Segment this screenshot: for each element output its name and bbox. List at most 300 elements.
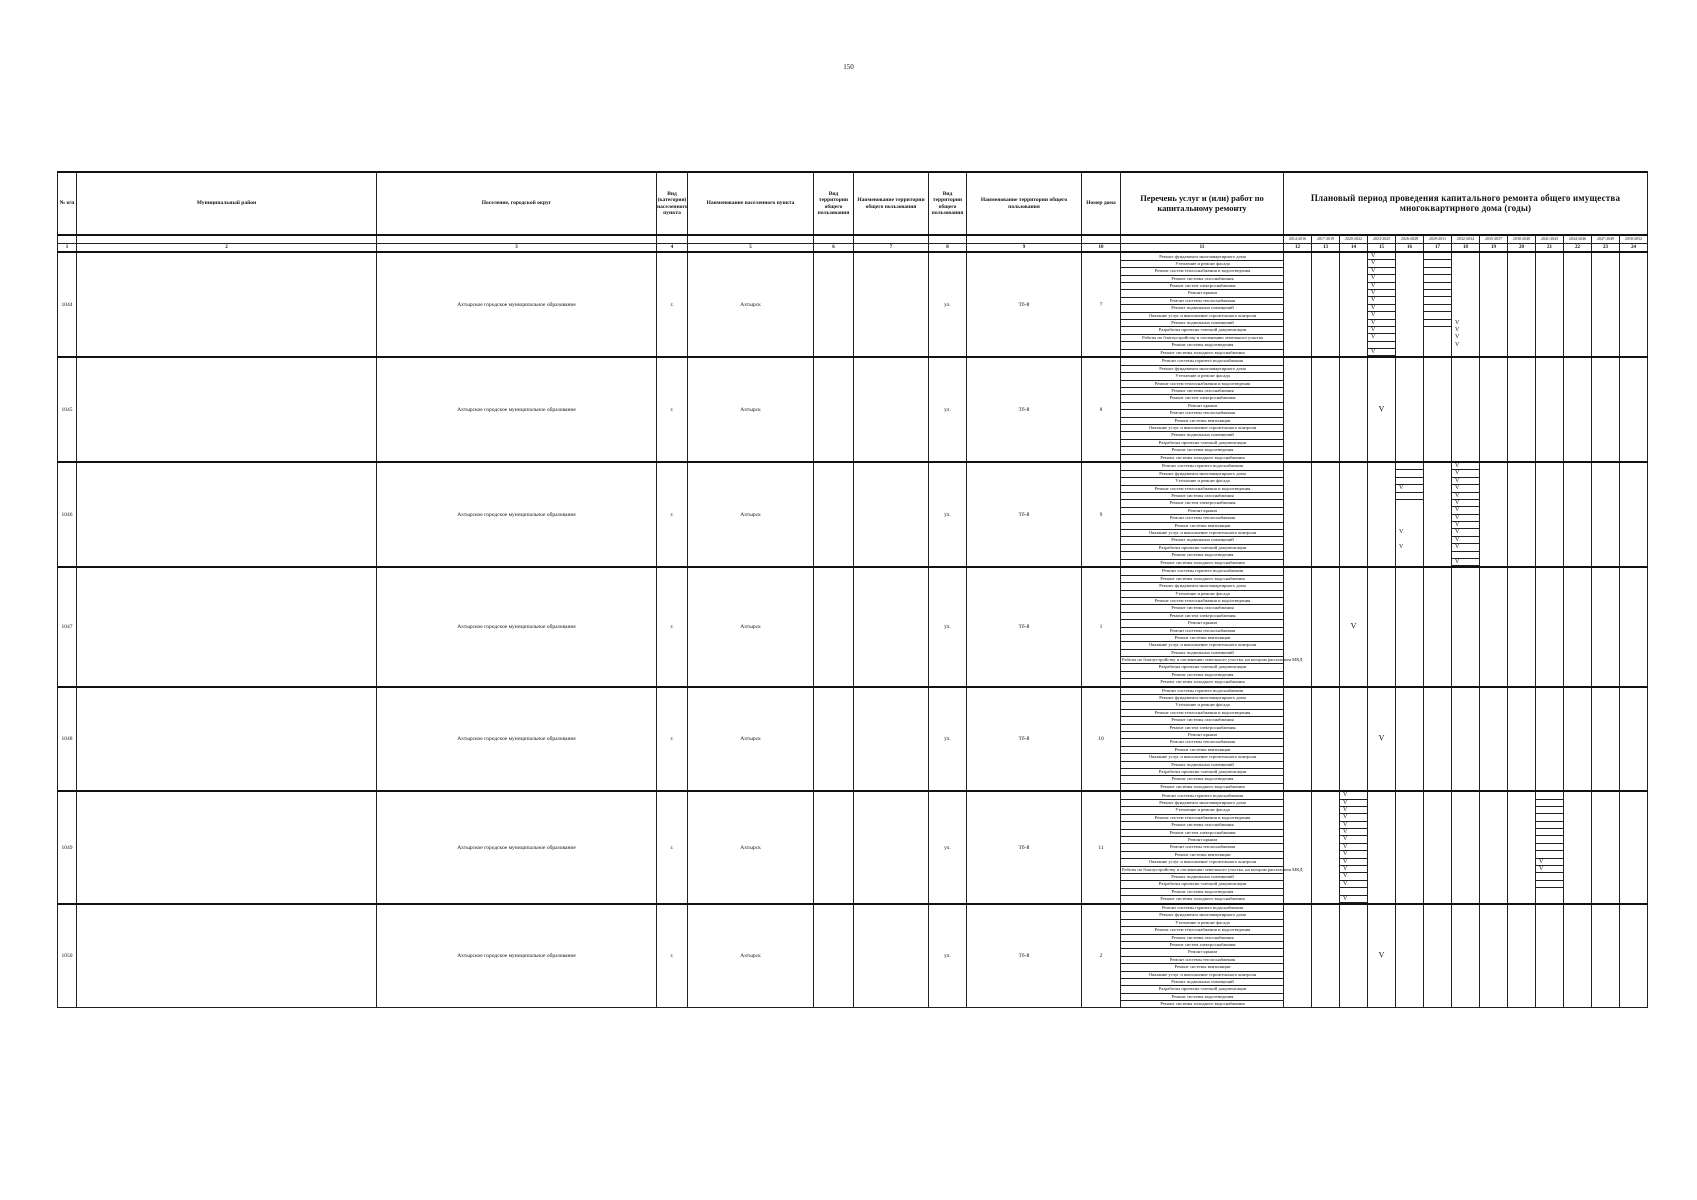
work-item: Ремонт систем теплоснабжения и водоотведения: [1121, 598, 1283, 605]
column-number: 22: [1564, 244, 1592, 253]
cell-kind: [814, 687, 854, 791]
cell-terr: [854, 791, 929, 904]
year-cell-col-19: [1480, 567, 1508, 686]
work-item: Ремонт подвальных помещений: [1121, 762, 1283, 769]
cell-type: г.: [657, 687, 688, 791]
mark-slot: [1396, 537, 1423, 544]
work-item: Ремонт системы вентиляции: [1121, 747, 1283, 754]
work-item: Утепление и ремонт фасада: [1121, 478, 1283, 485]
year-cell-col-17: [1424, 567, 1452, 686]
year-cell-col-18: [1452, 687, 1480, 791]
cell-locality: Ахтырск: [688, 567, 814, 686]
year-cell-col-19: [1480, 904, 1508, 1008]
cell-num: 1047: [58, 567, 77, 686]
year-cell-col-24: [1620, 357, 1648, 461]
check-mark: V: [1399, 544, 1404, 551]
table-row: [58, 462, 1648, 567]
cell-street-type: ул.: [929, 357, 967, 461]
column-number: 4: [657, 244, 688, 253]
year-cell: 2047-2049: [1592, 235, 1620, 244]
cell-settlement: Ахтырское городское муниципальное образование: [377, 252, 657, 357]
work-item: Ремонт системы газоснабжения: [1121, 276, 1283, 283]
cell-street-type: ул.: [929, 462, 967, 567]
work-item: Ремонт крыши: [1121, 837, 1283, 844]
column-number: 8: [929, 244, 967, 253]
work-item: Утепление и ремонт фасада: [1121, 591, 1283, 598]
check-mark: V: [1340, 851, 1367, 858]
year-cell-col-22: [1564, 687, 1592, 791]
check-mark: V: [1350, 621, 1357, 631]
work-item: Ремонт системы горячего водоснабжения: [1121, 568, 1283, 575]
work-item: Утепление и ремонт фасада: [1121, 261, 1283, 268]
work-item: Ремонт фундамента многоквартирного дома: [1121, 471, 1283, 478]
work-item: Утепление и ремонт фасада: [1121, 920, 1283, 927]
cell-district: [77, 357, 377, 461]
cell-terr: [854, 687, 929, 791]
cell-house: 7: [1082, 252, 1121, 357]
cell-num: 1046: [58, 462, 77, 567]
work-item: Ремонт фундамента многоквартирного дома: [1121, 366, 1283, 373]
year-cell-col-17: [1424, 687, 1452, 791]
year-cell-col-19: [1480, 687, 1508, 791]
mark-slot: [1452, 260, 1479, 267]
header-territory-name: Наименование территории общего пользования: [854, 172, 929, 235]
work-item: Ремонт подвальных помещений: [1121, 320, 1283, 327]
year-cell-col-17: [1424, 791, 1452, 904]
year-cell-col-20: [1508, 462, 1536, 567]
check-mark: V: [1368, 290, 1395, 297]
work-item: Ремонт крыши: [1121, 732, 1283, 739]
year-cell-col-15: [1368, 904, 1396, 1008]
year-cell: 2032-2034: [1452, 235, 1480, 244]
column-number: 9: [967, 244, 1082, 253]
cell-house: 10: [1082, 687, 1121, 791]
column-number: 13: [1312, 244, 1340, 253]
work-item: Ремонт системы газоснабжения: [1121, 493, 1283, 500]
work-item: Утепление и ремонт фасада: [1121, 702, 1283, 709]
header-num: № п/п: [58, 172, 77, 235]
check-mark: V: [1340, 792, 1367, 799]
year-cell-col-24: [1620, 791, 1648, 904]
table-row: [58, 357, 1648, 461]
year-cell-col-24: [1620, 687, 1648, 791]
year-cell-col-15: [1368, 357, 1396, 461]
header-plan-period: Плановый период проведения капитального ремонта общего имущества многоквартирного дома (годы): [1284, 172, 1648, 235]
year-cell-col-23: [1592, 687, 1620, 791]
cell-settlement: Ахтырское городское муниципальное образование: [377, 791, 657, 904]
check-mark: V: [1368, 327, 1395, 334]
check-mark: V: [1452, 537, 1479, 544]
year-cell-col-12: [1284, 791, 1312, 904]
cell-works: [1121, 462, 1284, 567]
column-number: 20: [1508, 244, 1536, 253]
page-number: 150: [843, 63, 854, 71]
mark-slot: [1396, 493, 1423, 500]
year-cell-col-22: [1564, 252, 1592, 357]
work-item: Оказание услуг и выполнение строительного контроля: [1121, 313, 1283, 320]
cell-terr: [854, 567, 929, 686]
check-mark: V: [1452, 500, 1479, 507]
mark-slot: [1452, 268, 1479, 275]
year-cell-col-14: [1340, 904, 1368, 1008]
mark-slot: [1452, 253, 1479, 260]
year-cell-col-12: [1284, 687, 1312, 791]
year-cell-col-20: [1508, 687, 1536, 791]
capital-repair-table: [57, 171, 1648, 1008]
column-number: 1: [58, 244, 77, 253]
check-mark: V: [1455, 334, 1460, 341]
year-cell: 2014-2016: [1284, 235, 1312, 244]
work-item: Ремонт системы теплоснабжения: [1121, 298, 1283, 305]
cell-type: г.: [657, 791, 688, 904]
year-cell-col-23: [1592, 791, 1620, 904]
check-mark: V: [1452, 559, 1479, 566]
mark-slot: [1536, 807, 1563, 814]
mark-slot: [1452, 290, 1479, 297]
work-item: Ремонт систем электроснабжения: [1121, 500, 1283, 507]
mark-slot: [1368, 342, 1395, 349]
check-mark: V: [1378, 404, 1385, 414]
year-cell: 2050-2052: [1620, 235, 1648, 244]
year-cell-col-21: [1536, 567, 1564, 686]
cell-settlement: Ахтырское городское муниципальное образование: [377, 567, 657, 686]
header-row: [58, 172, 1648, 235]
check-mark: V: [1396, 485, 1423, 492]
work-item: Ремонт системы горячего водоснабжения: [1121, 358, 1283, 365]
cell-street-type: ул.: [929, 567, 967, 686]
cell-street-type: ул.: [929, 904, 967, 1008]
column-number: 12: [1284, 244, 1312, 253]
work-item: Ремонт систем теплоснабжения и водоотведения: [1121, 486, 1283, 493]
year-cell-col-20: [1508, 904, 1536, 1008]
mark-slot: [1452, 312, 1479, 319]
work-item: Ремонт систем теплоснабжения и водоотведения: [1121, 710, 1283, 717]
check-mark: V: [1340, 814, 1367, 821]
check-mark: V: [1340, 836, 1367, 843]
work-item: Оказание услуг и выполнение строительного контроля: [1121, 859, 1283, 866]
year-cell-col-12: [1284, 252, 1312, 357]
work-item: Ремонт систем электроснабжения: [1121, 942, 1283, 949]
mark-slot: [1452, 275, 1479, 282]
column-number: 18: [1452, 244, 1480, 253]
cell-settlement: Ахтырское городское муниципальное образование: [377, 687, 657, 791]
year-cell: 2041-2043: [1536, 235, 1564, 244]
work-item: Оказание услуг и выполнение строительного контроля: [1121, 972, 1283, 979]
check-mark: V: [1340, 807, 1367, 814]
table-row: [58, 252, 1648, 357]
year-cell-col-23: [1592, 357, 1620, 461]
table-row: [58, 567, 1648, 686]
work-item: Ремонт подвальных помещений: [1121, 537, 1283, 544]
work-item: Ремонт системы водоотведения: [1121, 889, 1283, 896]
year-cell-col-21: [1536, 687, 1564, 791]
work-item: Ремонт системы теплоснабжения: [1121, 515, 1283, 522]
work-item: Работы по благоустройству и озеленению земельного участка, на котором расположен МКД: [1121, 867, 1283, 874]
mark-slot: [1536, 851, 1563, 858]
year-cell-col-21: [1536, 357, 1564, 461]
work-item: Ремонт подвальных помещений: [1121, 650, 1283, 657]
header-territory-kind: Вид территории общего пользования: [814, 172, 854, 235]
year-cell-col-13: [1312, 687, 1340, 791]
column-number: 11: [1121, 244, 1284, 253]
work-item: Разработка проектно-сметной документации: [1121, 664, 1283, 671]
mark-slot: [1536, 836, 1563, 843]
column-number: 7: [854, 244, 929, 253]
column-number: 23: [1592, 244, 1620, 253]
check-mark: V: [1455, 319, 1460, 326]
work-item: Оказание услуг и выполнение строительного контроля: [1121, 754, 1283, 761]
year-cell-col-12: [1284, 567, 1312, 686]
year-cell-col-18: [1452, 791, 1480, 904]
check-mark: V: [1455, 326, 1460, 333]
mark-slot: [1396, 470, 1423, 477]
mark-slot: [1536, 844, 1563, 851]
cell-works: [1121, 791, 1303, 904]
cell-district: [77, 904, 377, 1008]
work-item: Ремонт системы водоотведения: [1121, 776, 1283, 783]
work-item: Утепление и ремонт фасада: [1121, 807, 1283, 814]
year-cell-col-20: [1508, 252, 1536, 357]
year-cell-col-22: [1564, 462, 1592, 567]
table-row: [58, 687, 1648, 791]
year-cell-col-13: [1312, 567, 1340, 686]
work-item: Оказание услуг и выполнение строительного контроля: [1121, 425, 1283, 432]
year-cell-col-21: [1536, 791, 1564, 904]
year-cell-col-13: [1312, 791, 1340, 904]
year-cell-col-16: [1396, 462, 1424, 567]
cell-num: 1045: [58, 357, 77, 461]
year-cell-col-19: [1480, 791, 1508, 904]
year-cell-col-19: [1480, 252, 1508, 357]
mark-slot: [1424, 320, 1451, 327]
check-mark: V: [1455, 341, 1460, 348]
work-item: Ремонт системы горячего водоснабжения: [1121, 463, 1283, 470]
mark-slot: [1424, 297, 1451, 304]
work-item: Ремонт системы холодного водоснабжения: [1160, 783, 1245, 789]
cell-street: Тб-й: [967, 904, 1082, 1008]
year-cell-col-22: [1564, 357, 1592, 461]
year-cell-col-17: [1424, 357, 1452, 461]
cell-terr: [854, 252, 929, 357]
cell-district: [77, 252, 377, 357]
work-item: Ремонт системы горячего водоснабжения: [1121, 905, 1283, 912]
cell-district: [77, 687, 377, 791]
work-item: Ремонт систем теплоснабжения и водоотведения: [1121, 927, 1283, 934]
work-item: Ремонт систем электроснабжения: [1121, 395, 1283, 402]
work-item: Ремонт системы водоотведения: [1121, 672, 1283, 679]
work-item: Ремонт систем теплоснабжения и водоотведения: [1121, 268, 1283, 275]
work-item: Утепление и ремонт фасада: [1121, 373, 1283, 380]
check-mark: V: [1378, 733, 1385, 743]
mark-slot: [1396, 507, 1423, 514]
work-item: Ремонт фундамента многоквартирного дома: [1121, 695, 1283, 702]
column-number: 3: [377, 244, 657, 253]
check-mark: V: [1452, 478, 1479, 485]
mark-slot: [1424, 342, 1451, 349]
work-item: Ремонт системы водоотведения: [1121, 552, 1283, 559]
column-number: 6: [814, 244, 854, 253]
mark-slot: [1424, 327, 1451, 334]
cell-kind: [814, 567, 854, 686]
cell-street-type: ул.: [929, 687, 967, 791]
year-cell: 2023-2025: [1368, 235, 1396, 244]
cell-locality: Ахтырск: [688, 252, 814, 357]
column-number-row: [58, 244, 1648, 253]
column-number: 16: [1396, 244, 1424, 253]
column-number: 21: [1536, 244, 1564, 253]
year-cell: 2035-2037: [1480, 235, 1508, 244]
cell-num: 1048: [58, 687, 77, 791]
column-number: 10: [1082, 244, 1121, 253]
year-cell-col-15: [1368, 567, 1396, 686]
year-cell-col-13: [1312, 462, 1340, 567]
mark-slot: [1452, 283, 1479, 290]
cell-locality: Ахтырск: [688, 357, 814, 461]
check-mark: V: [1452, 529, 1479, 536]
header-locality-type: Вид (категория) населенного пункта: [657, 172, 688, 235]
year-cell-col-18: [1452, 252, 1480, 357]
work-item: Ремонт систем электроснабжения: [1121, 613, 1283, 620]
year-cell-col-14: [1340, 791, 1368, 904]
year-cell-col-13: [1312, 904, 1340, 1008]
mark-slot: [1452, 552, 1479, 559]
work-item: Ремонт фундамента многоквартирного дома: [1121, 800, 1283, 807]
work-item: Работы по благоустройству и озеленению земельного участка, на котором расположен МКД: [1121, 657, 1283, 664]
cell-street: Тб-й: [967, 567, 1082, 686]
year-cell-col-14: [1340, 252, 1368, 357]
mark-slot: [1424, 312, 1451, 319]
year-cell-col-24: [1620, 462, 1648, 567]
mark-slot: [1396, 559, 1423, 566]
check-mark: V: [1452, 522, 1479, 529]
year-cell-col-16: [1396, 687, 1424, 791]
work-item: Ремонт системы вентиляции: [1121, 964, 1283, 971]
cell-type: г.: [657, 357, 688, 461]
header-works: Перечень услуг и (или) работ по капитальному ремонту: [1121, 172, 1284, 235]
column-number: 14: [1340, 244, 1368, 253]
year-cell-col-17: [1424, 462, 1452, 567]
work-item: Разработка проектно-сметной документации: [1121, 327, 1283, 334]
cell-num: 1050: [58, 904, 77, 1008]
year-cell: 2017-2019: [1312, 235, 1340, 244]
year-cell-col-15: [1368, 791, 1396, 904]
work-item: Ремонт системы газоснабжения: [1121, 822, 1283, 829]
year-cell-col-13: [1312, 252, 1340, 357]
years-row: [58, 235, 1648, 244]
check-mark: V: [1368, 253, 1395, 260]
table-row: [58, 791, 1648, 904]
work-item: Ремонт системы теплоснабжения: [1121, 628, 1283, 635]
header-street-name: Наименование территории общего пользования: [967, 172, 1082, 235]
work-item: Ремонт системы холодного водоснабжения: [1160, 349, 1245, 355]
work-item: Ремонт систем теплоснабжения и водоотведения: [1121, 381, 1283, 388]
mark-slot: [1396, 500, 1423, 507]
year-cell-col-18: [1452, 357, 1480, 461]
check-mark: V: [1340, 844, 1367, 851]
mark-slot: [1536, 873, 1563, 880]
work-item: Ремонт системы холодного водоснабжения: [1160, 896, 1245, 902]
work-item: Ремонт системы вентиляции: [1121, 418, 1283, 425]
work-item: Ремонт фундамента многоквартирного дома: [1121, 254, 1283, 261]
work-item: Ремонт системы теплоснабжения: [1121, 410, 1283, 417]
work-item: Ремонт систем электроснабжения: [1121, 283, 1283, 290]
year-cell-col-12: [1284, 462, 1312, 567]
mark-slot: [1536, 814, 1563, 821]
work-item: Ремонт фундамента многоквартирного дома: [1121, 912, 1283, 919]
year-cell-col-17: [1424, 904, 1452, 1008]
cell-kind: [814, 252, 854, 357]
year-cell-col-16: [1396, 791, 1424, 904]
column-number: 24: [1620, 244, 1648, 253]
year-cell-col-22: [1564, 904, 1592, 1008]
check-mark: V: [1536, 859, 1563, 866]
work-item: Ремонт крыши: [1121, 508, 1283, 515]
year-cell-col-23: [1592, 904, 1620, 1008]
check-mark: V: [1368, 275, 1395, 282]
check-mark: V: [1340, 822, 1367, 829]
work-item: Разработка проектно-сметной документации: [1121, 986, 1283, 993]
year-cell-col-15: [1368, 687, 1396, 791]
year-cell: 2026-2028: [1396, 235, 1424, 244]
work-item: Ремонт подвальных помещений: [1121, 432, 1283, 439]
year-cell-col-24: [1620, 904, 1648, 1008]
work-item: Ремонт системы газоснабжения: [1121, 388, 1283, 395]
work-item: Ремонт системы водоотведения: [1121, 447, 1283, 454]
cell-type: г.: [657, 252, 688, 357]
cell-house: 11: [1082, 791, 1121, 904]
work-item: Ремонт крыши: [1121, 403, 1283, 410]
cell-works: [1121, 252, 1284, 357]
cell-terr: [854, 357, 929, 461]
cell-locality: Ахтырск: [688, 462, 814, 567]
mark-slot: [1396, 552, 1423, 559]
year-cell-col-21: [1536, 904, 1564, 1008]
work-item: Работы по благоустройству и озеленению земельного участка: [1121, 335, 1283, 342]
work-item: Ремонт систем электроснабжения: [1121, 830, 1283, 837]
cell-street: Тб-й: [967, 687, 1082, 791]
year-cell: 2038-2040: [1508, 235, 1536, 244]
mark-slot: [1424, 305, 1451, 312]
check-mark: V: [1340, 881, 1367, 888]
mark-slot: [1424, 283, 1451, 290]
year-cell-col-15: [1368, 462, 1396, 567]
mark-slot: [1424, 290, 1451, 297]
year-cell-col-16: [1396, 357, 1424, 461]
work-item: Ремонт подвальных помещений: [1121, 979, 1283, 986]
work-item: Ремонт системы горячего водоснабжения: [1121, 793, 1283, 800]
year-cell-col-24: [1620, 252, 1648, 357]
cell-street: Тб-й: [967, 791, 1082, 904]
check-mark: V: [1340, 859, 1367, 866]
column-number: 17: [1424, 244, 1452, 253]
cell-type: г.: [657, 567, 688, 686]
cell-settlement: Ахтырское городское муниципальное образование: [377, 357, 657, 461]
work-item: Ремонт системы газоснабжения: [1121, 717, 1283, 724]
work-item: Ремонт крыши: [1121, 620, 1283, 627]
year-cell-col-19: [1480, 462, 1508, 567]
year-cell-col-18: [1452, 567, 1480, 686]
check-mark: V: [1340, 866, 1367, 873]
year-cell-col-21: [1536, 252, 1564, 357]
check-mark: V: [1368, 334, 1395, 341]
table-row: [58, 904, 1648, 1008]
check-mark: V: [1340, 829, 1367, 836]
mark-slot: [1424, 349, 1451, 356]
mark-slot: [1424, 260, 1451, 267]
check-mark: V: [1452, 507, 1479, 514]
mark-slot: [1536, 800, 1563, 807]
check-mark: V: [1368, 283, 1395, 290]
